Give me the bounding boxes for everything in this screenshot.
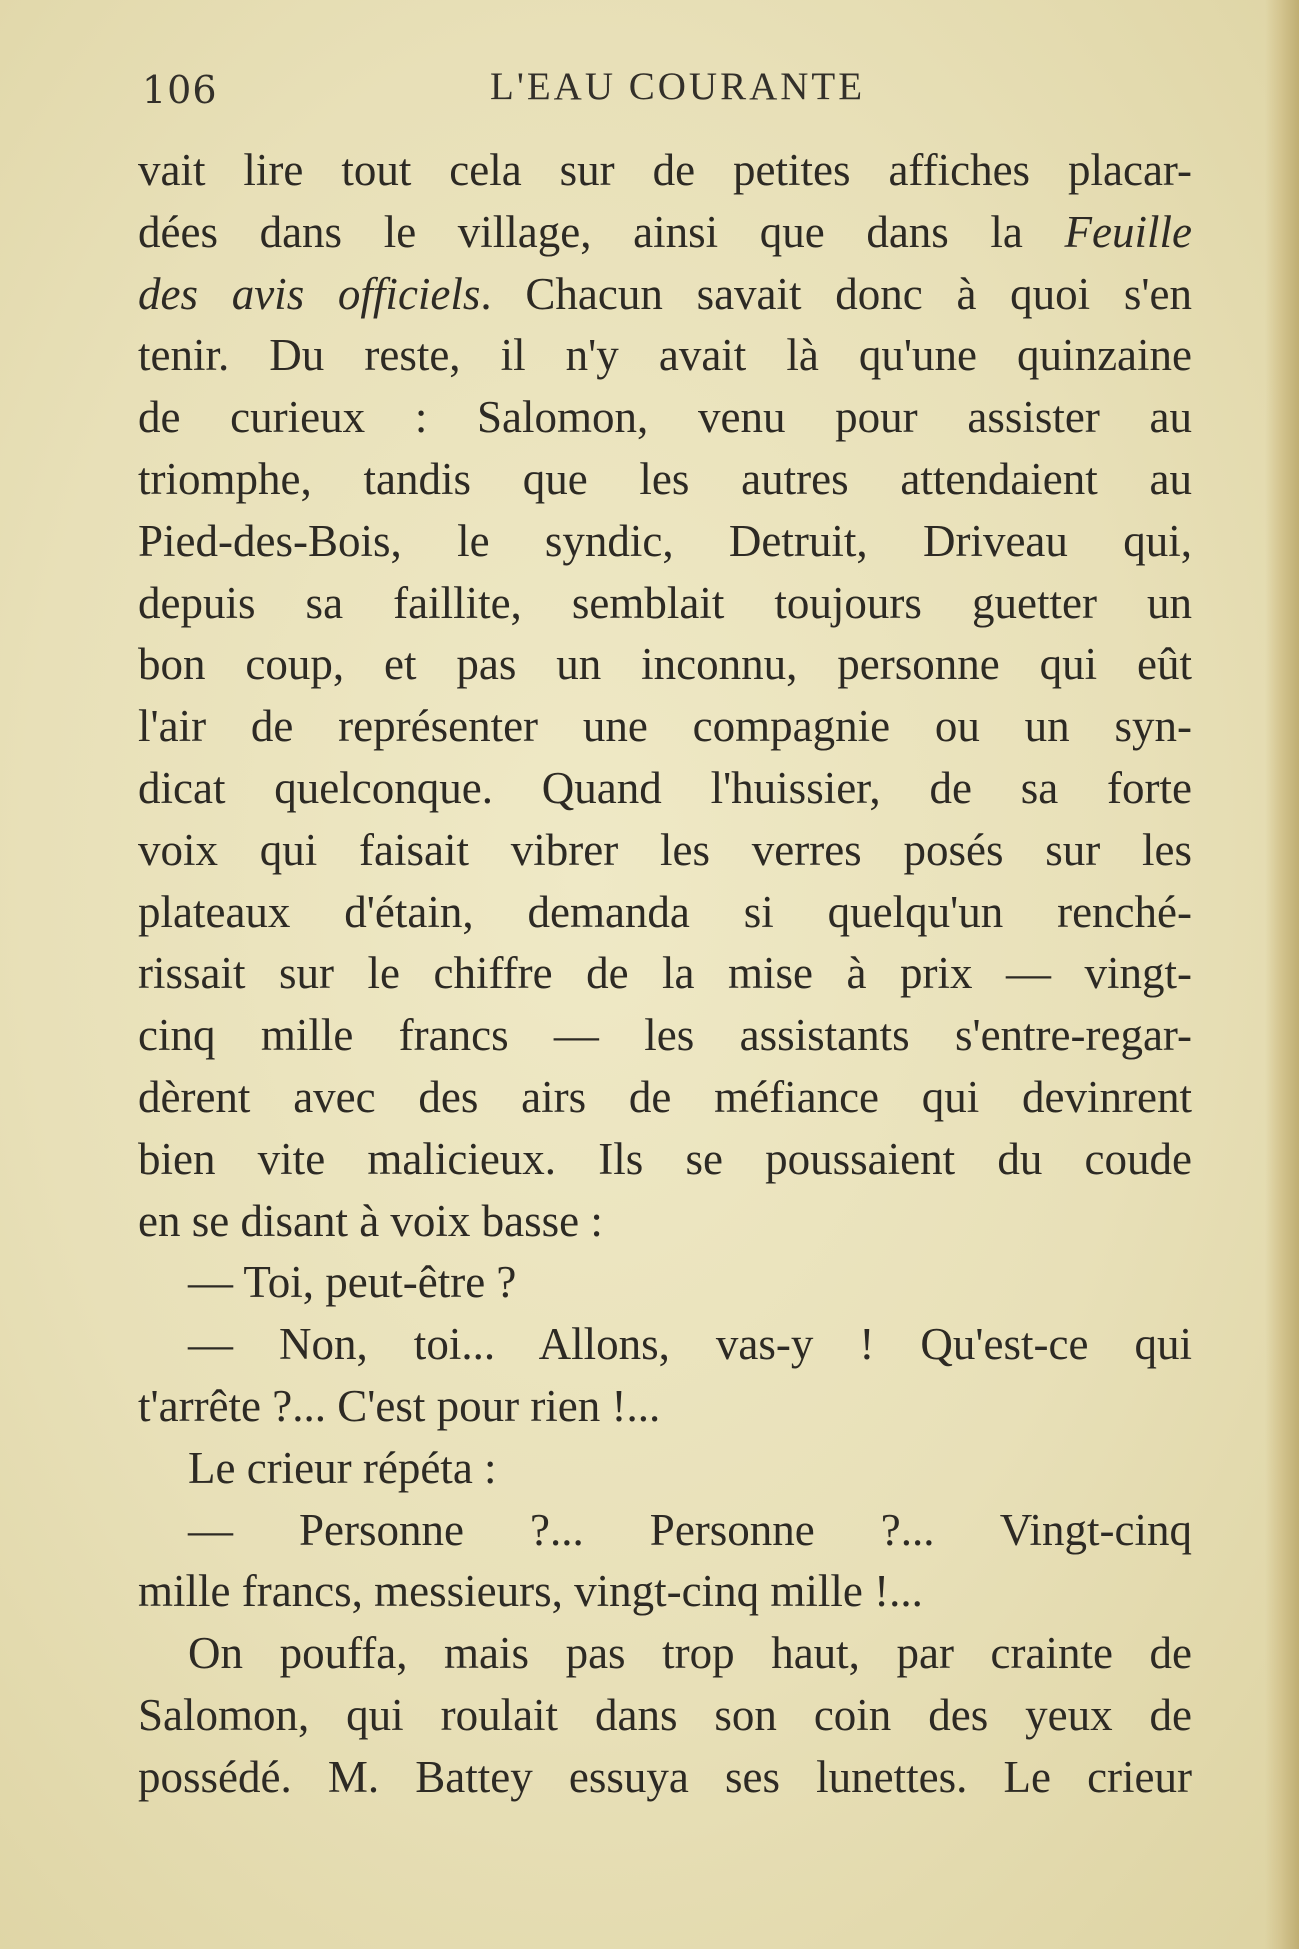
text-line — [138, 1747, 1192, 1807]
text-line — [138, 1685, 1192, 1745]
page-number: 106 — [142, 68, 218, 112]
text-run: . Chacun savait donc à quoi s'en — [480, 268, 1192, 319]
text-line — [138, 1005, 1192, 1065]
text-line — [188, 1314, 1192, 1374]
text-line — [188, 1438, 497, 1498]
text-run: plateaux d'étain, demanda si quelqu'un renché- — [138, 886, 1192, 937]
text-line — [138, 943, 1192, 1003]
text-run: dées dans le village, ainsi que dans la — [138, 206, 1065, 257]
italic-run: Feuille — [1064, 206, 1192, 257]
text-run: On pouffa, mais pas trop haut, par crainte de — [188, 1628, 1192, 1679]
running-head — [140, 58, 1200, 118]
text-line — [138, 325, 1192, 385]
text-run: mille francs, messieurs, vingt-cinq mille !... — [138, 1566, 923, 1617]
text-line — [138, 634, 1192, 694]
text-run: l'air de représenter une compagnie ou un syn- — [138, 701, 1192, 752]
text-run: — Personne ?... Personne ?... Vingt-cinq — [188, 1504, 1192, 1555]
text-line — [138, 1129, 1192, 1189]
text-line — [188, 1252, 516, 1312]
text-run: depuis sa faillite, semblait toujours guetter un — [138, 577, 1192, 628]
text-run: bien vite malicieux. Ils se poussaient du coude — [138, 1133, 1192, 1184]
page-edge-shadow — [1265, 0, 1299, 1949]
italic-run: des avis officiels — [138, 268, 481, 319]
text-line — [138, 1067, 1192, 1127]
text-line — [138, 264, 1192, 324]
text-line — [188, 1500, 1192, 1560]
text-run: bon coup, et pas un inconnu, personne qui eût — [138, 639, 1192, 690]
text-run: triomphe, tandis que les autres attendaient au — [138, 454, 1192, 504]
text-run: Le crieur répéta : — [188, 1442, 497, 1493]
text-line — [138, 882, 1192, 942]
text-line — [138, 573, 1192, 633]
text-line — [138, 1376, 660, 1436]
text-line — [138, 202, 1192, 262]
text-run: t'arrête ?... C'est pour rien !... — [138, 1381, 661, 1431]
text-run: Salomon, qui roulait dans son coin des yeux de — [138, 1690, 1192, 1740]
text-run: vait lire tout cela sur de petites affiches placar- — [138, 145, 1192, 195]
text-run: rissait sur le chiffre de la mise à prix — vingt- — [138, 948, 1192, 999]
text-run: Pied-des-Bois, le syndic, Detruit, Driveau qui, — [138, 515, 1192, 566]
text-run: en se disant à voix basse : — [138, 1195, 603, 1246]
text-line — [138, 1191, 603, 1251]
text-line — [138, 387, 1192, 447]
text-run: dèrent avec des airs de méfiance qui devinrent — [138, 1072, 1192, 1122]
text-line — [138, 511, 1192, 571]
text-line — [188, 1623, 1192, 1683]
body-text — [138, 140, 1200, 1820]
text-run: — Non, toi... Allons, vas-y ! Qu'est-ce qui — [188, 1319, 1192, 1370]
text-run: — Toi, peut-être ? — [188, 1257, 517, 1308]
text-line — [138, 140, 1192, 200]
text-line — [138, 820, 1192, 880]
text-run: voix qui faisait vibrer les verres posés sur les — [138, 824, 1192, 875]
text-line — [138, 449, 1192, 509]
text-line — [138, 1561, 923, 1621]
text-run: tenir. Du reste, il n'y avait là qu'une quinzaine — [138, 330, 1192, 381]
text-run: de curieux : Salomon, venu pour assister au — [138, 392, 1192, 443]
text-line — [138, 758, 1192, 818]
text-run: dicat quelconque. Quand l'huissier, de sa forte — [138, 763, 1192, 813]
text-run: cinq mille francs — les assistants s'entre-regar- — [138, 1010, 1192, 1061]
text-run: possédé. M. Battey essuya ses lunettes. Le crieur — [138, 1751, 1192, 1802]
running-title: L'EAU COURANTE — [490, 65, 866, 108]
text-line — [138, 696, 1192, 756]
